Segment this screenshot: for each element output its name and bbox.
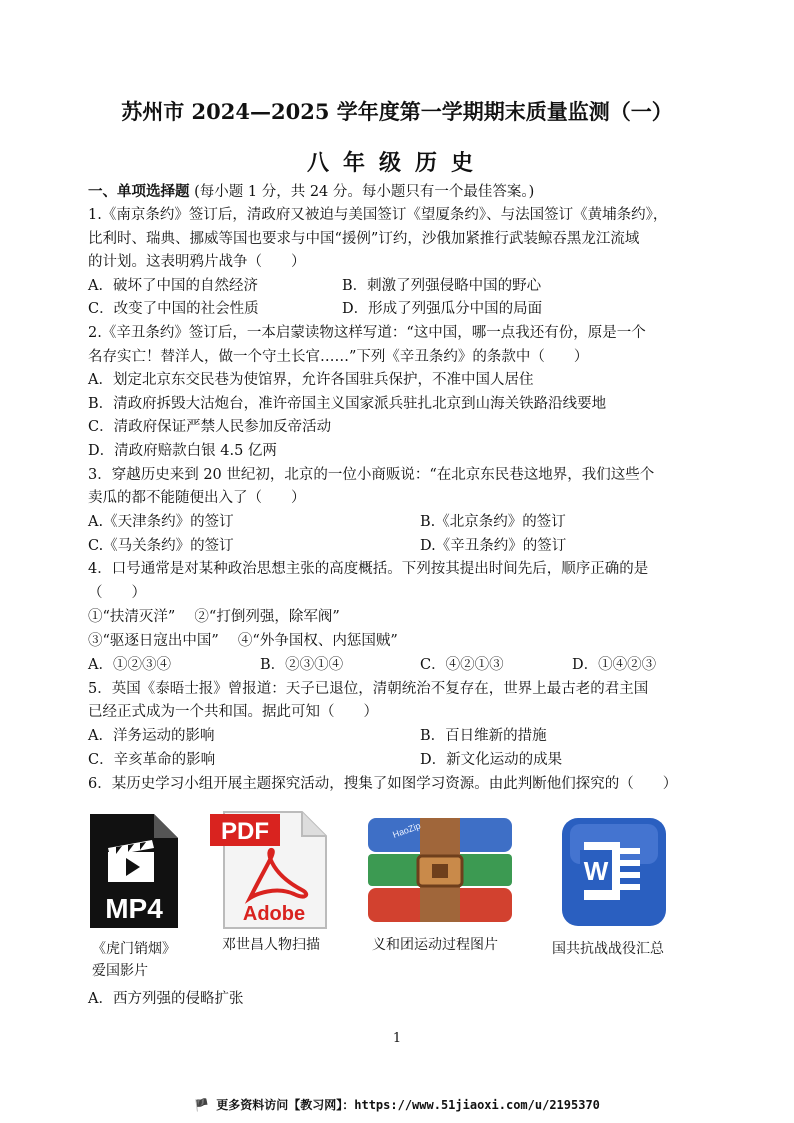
- q1-line-1: 1.《南京条约》签订后，清政府又被迫与美国签订《望厦条约》、与法国签订《黄埔条约》，: [88, 207, 668, 223]
- q1-option-b: B．刺激了列强侵略中国的野心: [342, 278, 542, 294]
- caption-2: 邓世昌人物扫描: [222, 937, 320, 953]
- q2-option-c: C．清政府保证严禁人民参加反帝活动: [88, 419, 332, 435]
- caption-4: 国共抗战战役汇总: [552, 941, 664, 957]
- caption-1b: 爱国影片: [92, 963, 148, 979]
- q5-option-d: D．新文化运动的成果: [420, 752, 563, 768]
- q5-option-c: C．辛亥革命的影响: [88, 752, 216, 768]
- q1-option-d: D．形成了列强瓜分中国的局面: [342, 301, 543, 317]
- q6-line: 6．某历史学习小组开展主题探究活动，搜集了如图学习资源。由此判断他们探究的（ ）: [88, 776, 678, 792]
- q4-line-2: （ ）: [88, 585, 146, 601]
- page-subtitle: 八年级历史: [306, 150, 487, 176]
- pdf-file-icon: [206, 806, 330, 932]
- section-heading: [88, 182, 534, 202]
- q5-option-b: B．百日维新的措施: [420, 728, 547, 744]
- q4-option-a: A．①②③④: [88, 657, 171, 673]
- q1-option-c: C．改变了中国的社会性质: [88, 301, 259, 317]
- q4-option-c: C．④②①③: [420, 657, 504, 673]
- archive-file-icon: [364, 814, 516, 926]
- q1-line-3: 的计划。这表明鸦片战争（ ）: [88, 254, 306, 270]
- word-label: W: [583, 856, 609, 886]
- caption-3: 义和团运动过程图片: [372, 937, 498, 953]
- q6-option-a: A．西方列强的侵略扩张: [88, 991, 244, 1007]
- q3-line-1: 3．穿越历史来到 20 世纪初，北京的一位小商贩说：“在北京东民巷这地界，我们这些个: [88, 467, 655, 483]
- word-file-icon: [558, 814, 670, 930]
- page-number: 1: [392, 1031, 402, 1046]
- q5-option-a: A．洋务运动的影响: [88, 728, 215, 744]
- caption-1a: 《虎门销烟》: [92, 941, 176, 957]
- mp4-label: MP4: [105, 893, 163, 924]
- page-title: 苏州市 2024—2025 学年度第一学期期末质量监测（一）: [121, 99, 673, 124]
- pdf-label: PDF: [221, 818, 269, 845]
- q5-line-2: 已经正式成为一个共和国。据此可知（ ）: [88, 704, 378, 720]
- q5-line-1: 5．英国《泰晤士报》曾报道：天子已退位，清朝统治不复存在，世界上最古老的君主国: [88, 681, 649, 697]
- q3-option-d: D.《辛丑条约》的签订: [420, 538, 567, 554]
- q2-option-b: B．清政府拆毁大沽炮台，准许帝国主义国家派兵驻扎北京到山海关铁路沿线要地: [88, 396, 607, 412]
- q1-line-2: 比利时、瑞典、挪威等国也要求与中国“援例”订约，沙俄加紧推行武装鲸吞黑龙江流域: [88, 231, 640, 247]
- q2-option-d: D．清政府赔款白银 4.5 亿两: [88, 443, 277, 459]
- archive-label: HaoZip: [391, 820, 422, 840]
- q4-line-1: 4．口号通常是对某种政治思想主张的高度概括。下列按其提出时间先后，顺序正确的是: [88, 561, 649, 577]
- q2-line-2: 名存实亡！替洋人，做一个守土长官……”下列《辛丑条约》的条款中（ ）: [88, 349, 589, 365]
- section-title: 一、单项选择题: [88, 183, 190, 200]
- q4-option-d: D．①④②③: [572, 657, 657, 673]
- q4-option-b: B．②③①④: [260, 657, 344, 673]
- q4-line-3: ①“扶清灭洋” ②“打倒列强，除军阀”: [88, 609, 340, 625]
- q1-option-a: A．破坏了中国的自然经济: [88, 278, 258, 294]
- q2-line-1: 2.《辛丑条约》签订后，一本启蒙读物这样写道：“这中国，哪一点我还有份，原是一个: [88, 325, 646, 341]
- q3-option-b: B.《北京条约》的签订: [420, 514, 566, 530]
- q3-option-a: A.《天津条约》的签订: [88, 514, 234, 530]
- q4-line-4: ③“驱逐日寇出中国” ④“外争国权、内惩国贼”: [88, 633, 398, 649]
- footer-link[interactable]: 🏴 更多资料访问【教习网】：https://www.51jiaoxi.com/u/2195370: [194, 1098, 600, 1112]
- q2-option-a: A．划定北京东交民巷为使馆界，允许各国驻兵保护，不准中国人居住: [88, 372, 534, 388]
- mp4-file-icon: [86, 810, 182, 932]
- q3-line-2: 卖瓜的都不能随便出入了（ ）: [88, 490, 306, 506]
- adobe-label: Adobe: [242, 903, 306, 925]
- q3-option-c: C.《马关条约》的签订: [88, 538, 234, 554]
- section-note: (每小题 1 分，共 24 分。每小题只有一个最佳答案。): [194, 184, 535, 200]
